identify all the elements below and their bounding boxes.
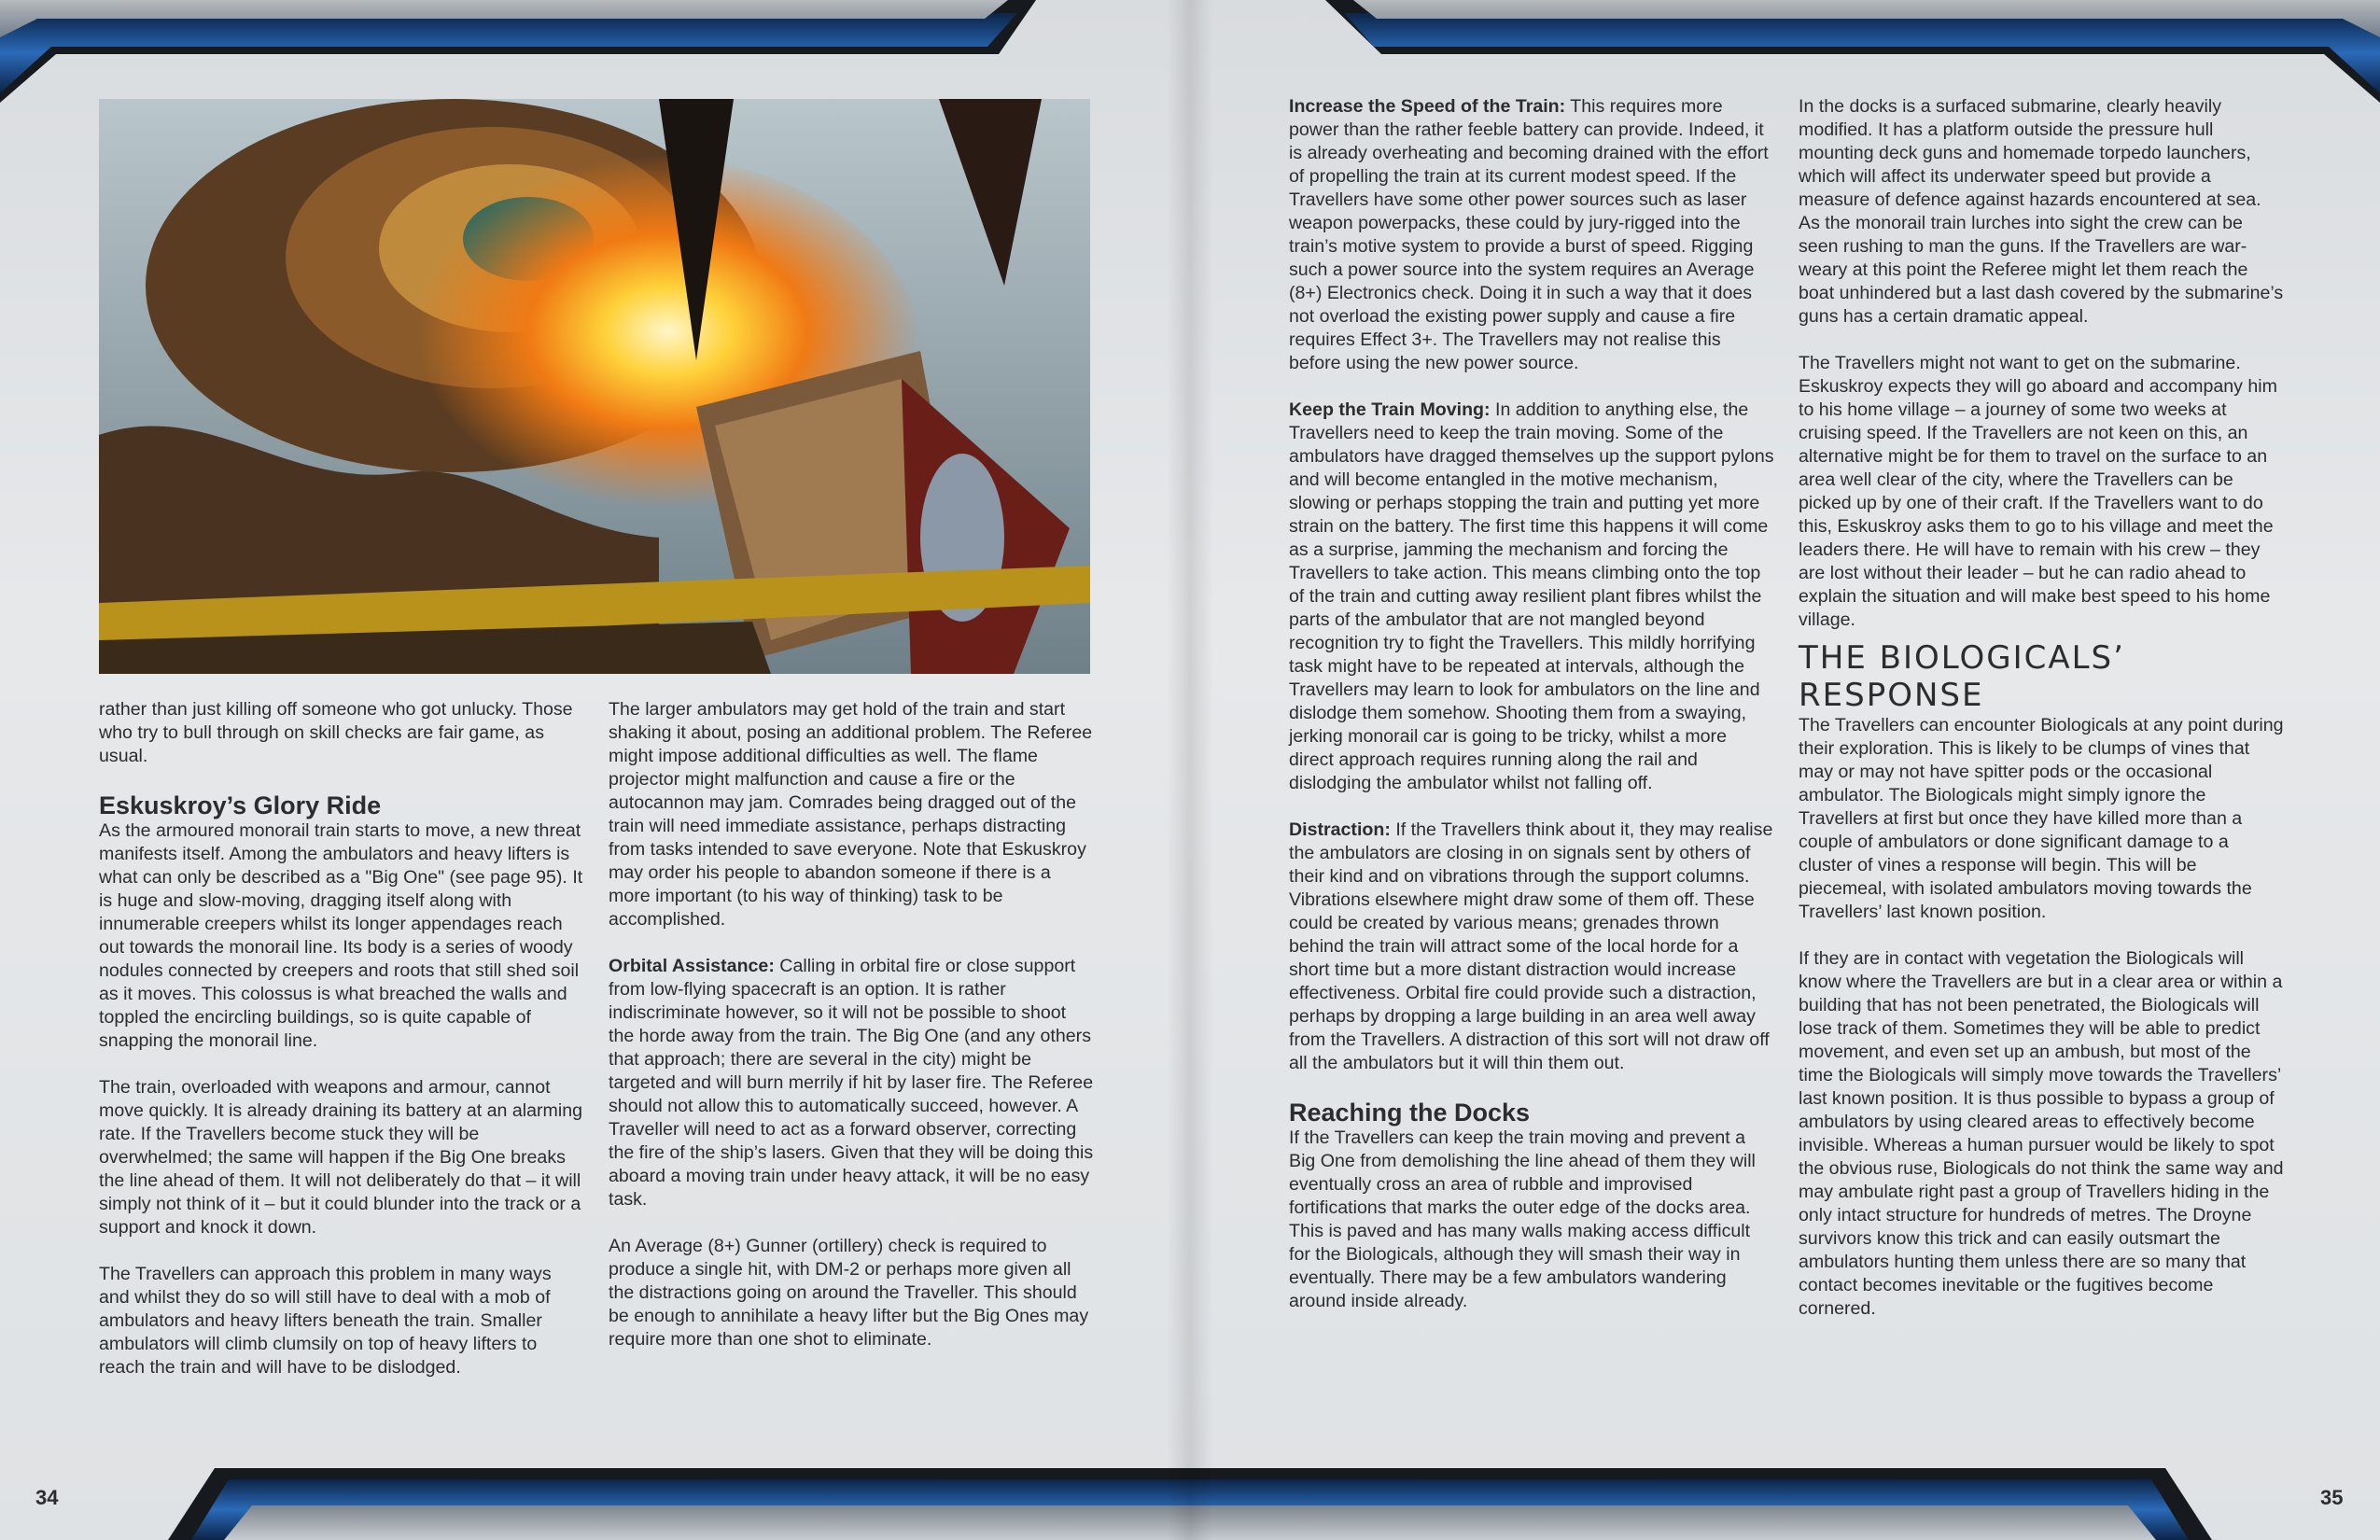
paragraph-body: If the Travellers think about it, they may realise the ambulators are closing in on signals sent by others of their kind and on vibrations through the support columns. Vibrations elsewhere might draw some of them off. These could be created by various means; grenades thrown behind the train will attract some of the local horde for a short time but a more distant distraction would increase effectiveness. Orbital fire could provide such a distraction, perhaps by dropping a large building in an area well away from the Travellers. A distraction of this sort will not draw off all the ambulators but it will thin them out. (1289, 819, 1773, 1073)
paragraph: In the docks is a surfaced submarine, clearly heavily modified. It has a platform outside the pressure hull mounting deck guns and homemade torpedo launchers, which will affect its underwater speed but provide a measure of defence against hazards encountered at sea. As the monorail train lurches into sight the crew can be seen rushing to man the guns. If the Travellers are war-weary at this point the Referee might let them reach the boat unhindered but a last dash covered by the submarine’s guns has a certain dramatic appeal. (1799, 96, 2284, 327)
page-number-left: 34 (35, 1486, 59, 1509)
section-heading-glory-ride: Eskuskroy’s Glory Ride (99, 791, 382, 819)
lead-in-increase-speed: Increase the Speed of the Train: (1289, 96, 1566, 117)
paragraph: If the Travellers can keep the train moving and prevent a Big One from demolishing the line ahead of them they will eventually cross an area of rubble and improvised fortifications that marks the outer edge of the docks area. This is paved and has many walls making access difficult for the Biologicals, although they will smash their way in eventually. There may be a few ambulators wandering around inside already. (1289, 1127, 1756, 1311)
page-spine-shadow (1167, 0, 1213, 1540)
paragraph: The Travellers might not want to get on the submarine. Eskuskroy expects they will go aboard and accompany him to his home village – a journey of some two weeks at cruising speed. If the Travellers are not keen on this, an alternative might be for them to travel on the surface to an area well clear of the city, where the Travellers can be picked up by one of their craft. If the Travellers want to do this, Eskuskroy asks them to go to his village and meet the leaders there. He will have to remain with his crew – they are lost without their leader – but he can radio ahead to explain the situation and will make best speed to his home village. (1799, 353, 2277, 630)
paragraph-body: This requires more power than the rather feeble battery can provide. Indeed, it is already overheating and becoming drained with the effort of propelling the train at its current modest speed. If the Travellers have some other power sources such as laser weapon powerpacks, these could by jury-rigged into the train’s motive system to provide a burst of speed. Rigging such a power source into the system requires an Average (8+) Electronics check. Doing it in such a way that it does not overload the existing power supply and cause a fire requires Effect 3+. The Travellers may not realise this before using the new power source. (1289, 96, 1769, 373)
lead-in-orbital-assistance: Orbital Assistance: (609, 956, 775, 976)
paragraph: If they are in contact with vegetation the Biologicals will know where the Travellers are but in a clear area or within a building that has not been penetrated, the Biologicals will lose track of them. Sometimes they will be able to predict movement, and even set up an ambush, but most of the time the Biologicals will simply move towards the Travellers’ last known position. It is thus possible to bypass a group of ambulators by using cleared areas to effectively become invisible. Whereas a human pursuer would be likely to spot the obvious ruse, Biologicals do not think the same way and may ambulate right past a group of Travellers hiding in the only intact structure for hundreds of metres. The Droyne survivors know this trick and can easily outsmart the ambulators hunting them unless there are so many that contact becomes inevitable or the fugitives become cornered. (1799, 948, 2284, 1319)
paragraph-body: Calling in orbital fire or close support from low-flying spacecraft is an option. It is rather indiscriminate however, so it will not be possible to shoot the horde away from the train. The Big One (and any others that approach; there are several in the city) might be targeted and will burn merrily if hit by laser fire. The Referee should not allow this to automatically succeed, however. A Traveller will need to act as a forward observer, correcting the fire of the ship’s lasers. Given that they will be doing this aboard a moving train under heavy attack, it will be no easy task. (609, 956, 1094, 1210)
paragraph (1289, 95, 1774, 375)
page-number-right: 35 (2320, 1486, 2344, 1509)
paragraph: The Travellers can encounter Biologicals at any point during their exploration. This is likely to be clumps of vines that may or may not have spitter pods or the occasional ambulator. The Biologicals might simply ignore the Travellers at first but once they have killed more than a couple of ambulators or done significant damage to a cluster of vines a response will begin. This will be piecemeal, with isolated ambulators moving towards the Travellers’ last known position. (1799, 715, 2284, 922)
text-column-2 (609, 698, 1094, 1375)
text-column-4 (1799, 95, 2284, 1344)
creature-attacking-train-illustration (99, 99, 1090, 674)
paragraph: An Average (8+) Gunner (ortillery) check is required to produce a single hit, with DM-2 or perhaps more given all the distractions going on around the Traveller. This should be enough to annihilate a heavy lifter but the Big Ones may require more than one shot to eliminate. (609, 1236, 1089, 1350)
section-heading-reaching-docks: Reaching the Docks (1289, 1099, 1531, 1127)
paragraph: As the armoured monorail train starts to move, a new threat manifests itself. Among the ambulators and heavy lifters is what can only be described as a "Big One" (see page 95). It is huge and slow-moving, dragging itself along with innumerable creepers whilst its longer appendages reach out towards the monorail line. Its body is a series of woody nodules connected by creepers and roots that still shed soil as it moves. This colossus is what breached the walls and toppled the encircling buildings, so is quite capable of snapping the monorail line. (99, 820, 583, 1051)
section-heading-biologicals-response: THE BIOLOGICALS’ RESPONSE (1799, 639, 2125, 714)
text-column-1 (99, 698, 584, 1403)
text-column-3 (1289, 95, 1774, 1337)
paragraph: The train, overloaded with weapons and armour, cannot move quickly. It is already draining its battery at an alarming rate. If the Travellers become stuck they will be overwhelmed; the same will happen if the Big One breaks the line ahead of them. It will not deliberately do that – it will simply not think of it – but it could blunder into the track or a support and knock it down. (99, 1077, 583, 1238)
lead-in-keep-moving: Keep the Train Moving: (1289, 399, 1491, 420)
paragraph-body: In addition to anything else, the Travellers need to keep the train moving. Some of the ambulators have dragged themselves up the support pylons and will become entangled in the motive mechanism, slowing or perhaps stopping the train and putting yet more strain on the battery. The first time this happens it will come as a surprise, jamming the mechanism and forcing the Travellers to take action. This means climbing onto the top of the train and cutting away resilient plant fibres whilst the parts of the ambulator that are not mangled beyond recognition try to fight the Travellers. This mildly horrifying task might have to be repeated at intervals, although the Travellers may learn to look for ambulators on the line and dislodge them somehow. Shooting them from a swaying, jerking monorail car is going to be tricky, whilst a more direct approach requires running along the rail and dislodging the ambulator whilst not falling off. (1289, 399, 1774, 793)
paragraph (1289, 819, 1774, 1075)
paragraph (1289, 399, 1774, 795)
paragraph: rather than just killing off someone who got unlucky. Those who try to bull through on skill checks are fair game, as usual. (99, 699, 573, 766)
lead-in-distraction: Distraction: (1289, 819, 1391, 840)
paragraph: The larger ambulators may get hold of the train and start shaking it about, posing an additional problem. The Referee might impose additional difficulties as well. The flame projector might malfunction and cause a fire or the autocannon may jam. Comrades being dragged out of the train will need immediate assistance, perhaps distracting from tasks intended to save everyone. Note that Eskuskroy may order his people to abandon someone if there is a more important (to his way of thinking) task to be accomplished. (609, 699, 1093, 930)
paragraph: The Travellers can approach this problem in many ways and whilst they do so will still have to deal with a mob of ambulators and heavy lifters beneath the train. Smaller ambulators will climb clumsily on top of heavy lifters to reach the train and will have to be dislodged. (99, 1264, 552, 1378)
paragraph (609, 955, 1094, 1211)
